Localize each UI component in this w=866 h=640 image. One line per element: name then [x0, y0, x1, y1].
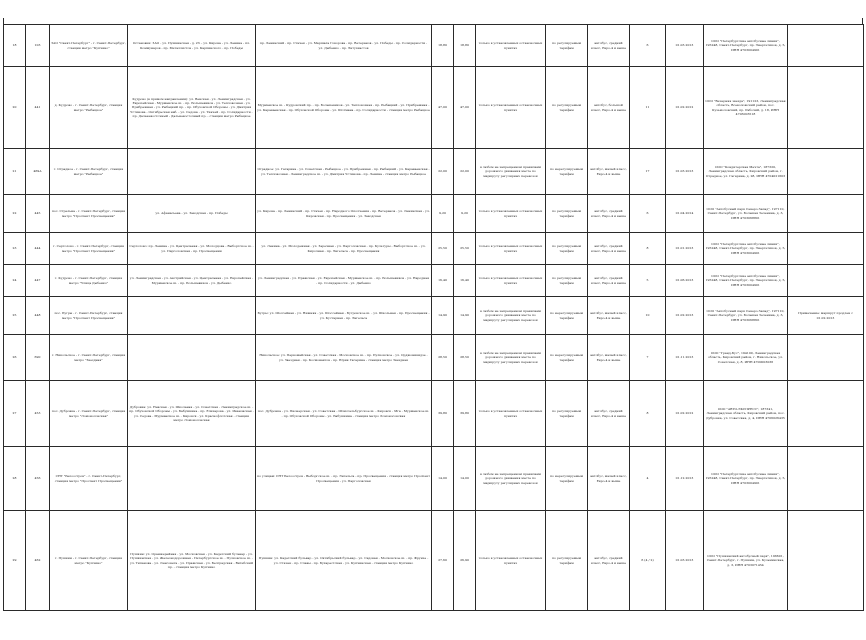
- stops-forward-cell: Кудрово (в прямом направлении): ул. Венская - ул. Ленинградская - ул. Европейская - Мурманское ш. - пр. Большевиков - ул. Тепловозная - ул. Прибрежная - ул. Рыбацкий пр. - пр. Обуховской Обороны - ул. Дмитрия Устинова - Октябрьская наб. - ул. Седова - ул. Ткачей - пр. Солидарности - пр. Дальневосточный - Дальневосточный пр. - станция метро Рыбацкое: [128, 67, 256, 149]
- carrier-info-cell: ООО "Гранд-Бус", 194100, Ленинградская область, Кировский район, г. Никольское, ул. Советская, д. 8, ИНН 4700003036: [704, 335, 788, 381]
- route-name-cell: г. Никольское - г. Санкт-Петербург, станция метро "Звездная": [50, 335, 128, 381]
- tariff-type-cell: по регулируемым тарифам: [546, 265, 588, 297]
- boarding-procedure-cell: только в установленных остановочных пунктах: [476, 265, 546, 297]
- length-forward-cell: 25,50: [432, 233, 454, 265]
- table-row: [4, 67, 864, 149]
- notes-cell: [788, 447, 864, 511]
- vehicle-count-cell: 11: [630, 67, 666, 149]
- boarding-procedure-cell: только в установленных остановочных пунктах: [476, 511, 546, 611]
- route-name-cell: пос. Стрельна - г. Санкт-Петербург, станция метро "Проспект Просвещения": [50, 195, 128, 233]
- vehicle-count-cell: 8: [630, 381, 666, 447]
- vehicle-count-cell: 6 (4 / 2): [630, 511, 666, 611]
- row-number-cell: 23: [4, 233, 26, 265]
- route-number-cell: 445: [26, 195, 50, 233]
- length-forward-cell: 9,20: [432, 195, 454, 233]
- notes-cell: [788, 233, 864, 265]
- length-forward-cell: 14,90: [432, 297, 454, 335]
- stops-forward-cell: Пушкин: ул. Оранжерейная - ул. Московская - ул. Кадетский бульвар - ул. Пушкинская - ул. Железнодорожная - Петербургское ш. - Пулковское ш. - ул. Типанова - ул. Ленсовета - ул. Пражская - ул. Белградская - Витебский пр. - станция метро Купчино: [128, 511, 256, 611]
- notes-cell: [788, 511, 864, 611]
- tariff-type-cell: по нерегулируемым тарифам: [546, 297, 588, 335]
- vehicle-class-cell: автобус, большой класс, Евро-4 и выше: [588, 67, 630, 149]
- vehicle-class-cell: автобус, малый класс, Евро-4 и выше: [588, 335, 630, 381]
- route-number-cell: 690: [26, 335, 50, 381]
- length-forward-cell: 18,80: [432, 25, 454, 67]
- tariff-type-cell: по нерегулируемым тарифам: [546, 447, 588, 511]
- vehicle-class-cell: автобус, средний класс, Евро-4 и выше: [588, 381, 630, 447]
- route-streets-cell: по улицам: СНТ Белоостров - Выборгское ш. - пр. Энгельса - пр. Просвещения - станция метро Проспект Просвещения - ул. Парголовская: [256, 447, 432, 511]
- table-row: [4, 447, 864, 511]
- vehicle-class-cell: автобус, малый класс, Евро-4 и выше: [588, 297, 630, 335]
- table-row: [4, 511, 864, 611]
- carrier-info-cell: ООО "Автобусный парк Северо-Запад", 197110, Санкт-Петербург, ул. Большая Зеленина, д. 3, ИНН 4703068801: [704, 297, 788, 335]
- vehicle-class-cell: автобус, средний класс, Евро-4 и выше: [588, 233, 630, 265]
- start-date-cell: 01.04.2014: [666, 195, 704, 233]
- table-row: [4, 25, 864, 67]
- start-date-cell: 01.03.2013: [666, 149, 704, 195]
- vehicle-count-cell: 5: [630, 265, 666, 297]
- route-name-cell: СНТ "Белоостров" - г. Санкт-Петербург, станция метро "Проспект Просвещения": [50, 447, 128, 511]
- length-backward-cell: 26,90: [454, 511, 476, 611]
- carrier-info-cell: ООО "Петербургские автобусные линии", 195248, Санкт-Петербург, пр. Энергетиков, д. 5, ИНН 4703004901: [704, 25, 788, 67]
- row-number-cell: 26: [4, 335, 26, 381]
- route-number-cell: 456: [26, 447, 50, 511]
- vehicle-count-cell: 8: [630, 233, 666, 265]
- start-date-cell: 01.03.2013: [666, 511, 704, 611]
- route-streets-cell: Пушкин: ул. Кадетский бульвар - ул. Октябрьский бульвар - ул. Садовая - Московское ш. - пр. Фрунзе - ул. Стачек - пр. Славы - пр. Бухарестская - ул. Купчинская - станция метро Купчино: [256, 511, 432, 611]
- tariff-type-cell: по регулируемым тарифам: [546, 195, 588, 233]
- vehicle-class-cell: автобус, средний класс, Евро-4 и выше: [588, 195, 630, 233]
- stops-forward-cell: [128, 149, 256, 195]
- vehicle-count-cell: 7: [630, 335, 666, 381]
- notes-cell: [788, 25, 864, 67]
- tariff-type-cell: по регулируемым тарифам: [546, 381, 588, 447]
- vehicle-class-cell: автобус, средний класс, Евро-4 и выше: [588, 511, 630, 611]
- notes-cell: [788, 67, 864, 149]
- length-backward-cell: 39,80: [454, 381, 476, 447]
- tariff-type-cell: по нерегулируемым тарифам: [546, 149, 588, 195]
- notes-cell: [788, 335, 864, 381]
- tariff-type-cell: по нерегулируемым тарифам: [546, 335, 588, 381]
- row-number-cell: 27: [4, 381, 26, 447]
- notes-cell: [788, 381, 864, 447]
- length-backward-cell: 22,00: [454, 149, 476, 195]
- route-streets-cell: Никольское: ул. Первомайская - ул. Советская - Московское ш. - пр. Пулковское - ул. Орджоникидзе - ул. Звездная - пр. Космонавтов - пр. Юрия Гагарина - станция метро Звездная: [256, 335, 432, 381]
- boarding-procedure-cell: в любом не запрещенном правилами дорожного движения месте по маршруту регулярных перевозок: [476, 297, 546, 335]
- vehicle-count-cell: 10: [630, 297, 666, 335]
- table-row: [4, 381, 864, 447]
- start-date-cell: 01.02.2012: [666, 67, 704, 149]
- length-backward-cell: 25,50: [454, 233, 476, 265]
- vehicle-count-cell: 4: [630, 447, 666, 511]
- table-row: [4, 233, 864, 265]
- boarding-procedure-cell: только в установленных остановочных пунктах: [476, 25, 546, 67]
- length-backward-cell: 28,50: [454, 335, 476, 381]
- row-number-cell: 21: [4, 149, 26, 195]
- stops-forward-cell: Остановки: ЗАО - ул. Пушкинская - д. 23 – ул. Кирова - ул. Ленина - пл. Коммунаров - пр. Металлистов - ул. Карпинского - пр. Победы: [128, 25, 256, 67]
- stops-forward-cell: [128, 297, 256, 335]
- length-forward-cell: 14,00: [432, 447, 454, 511]
- route-number-cell: 453: [26, 381, 50, 447]
- vehicle-count-cell: 17: [630, 149, 666, 195]
- row-number-cell: 20: [4, 67, 26, 149]
- notes-cell: [788, 265, 864, 297]
- table-row: [4, 149, 864, 195]
- table-row: [4, 297, 864, 335]
- row-number-cell: 25: [4, 297, 26, 335]
- boarding-procedure-cell: в любом не запрещенном правилами дорожного движения месте по маршруту регулярных перевозок: [476, 335, 546, 381]
- route-number-cell: 448: [26, 297, 50, 335]
- route-number-cell: 441: [26, 67, 50, 149]
- length-backward-cell: 16,40: [454, 265, 476, 297]
- row-number-cell: 18: [4, 25, 26, 67]
- carrier-info-cell: ООО "Петербургские автобусные линии", 195248, Санкт-Петербург, пр. Энергетиков, д. 5, ИНН 4703004901: [704, 233, 788, 265]
- boarding-procedure-cell: в любом не запрещенном правилами дорожного движения месте по маршруту регулярных перевозок: [476, 447, 546, 511]
- length-forward-cell: 39,80: [432, 381, 454, 447]
- notes-cell: [788, 195, 864, 233]
- route-name-cell: г. Пушкин - г. Санкт-Петербург, станция метро "Купчино": [50, 511, 128, 611]
- start-date-cell: 01.11.2013: [666, 335, 704, 381]
- length-forward-cell: 22,00: [432, 149, 454, 195]
- boarding-procedure-cell: в любом не запрещенном правилами дорожного движения месте по маршруту регулярных перевозок: [476, 149, 546, 195]
- route-streets-cell: Мурманское ш. - Кудровский пр. - пр. Большевиков - ул. Тепловозная - пр. Рыбацкий - ул. Прибрежная - ул. Караваевская - пр. Обуховской Обороны - ул. Шотмана - пр. Солидарности - станция метро Рыбацкое: [256, 67, 432, 149]
- stops-forward-cell: ул. Афанасьева - ул. Заводская - пр. Победы: [128, 195, 256, 233]
- boarding-procedure-cell: только в установленных остановочных пунктах: [476, 195, 546, 233]
- table-row: [4, 335, 864, 381]
- carrier-info-cell: ООО "Петербургские автобусные линии", 195248, Санкт-Петербург, пр. Энергетиков, д. 5, ИНН 4703004901: [704, 447, 788, 511]
- vehicle-class-cell: автобус, средний класс, Евро-4 и выше: [588, 25, 630, 67]
- route-number-cell: 469А: [26, 149, 50, 195]
- length-backward-cell: 14,90: [454, 297, 476, 335]
- boarding-procedure-cell: только в установленных остановочных пунктах: [476, 67, 546, 149]
- route-streets-cell: пр. Ленинский - пр. Стачек - ул. Маршала Говорова - пр. Ветеранов - ул. Победы - пр. Солидарности - ул. Дыбенко - пр. Энтузиастов: [256, 25, 432, 67]
- length-forward-cell: 47,00: [432, 67, 454, 149]
- route-streets-cell: ул. Ленина - ул. Молодежная - ул. Заречная - ул. Парголовская - пр. Культуры - Выборгское ш. - ул. Кирочная - пр. Энгельса - пр. Просвещения: [256, 233, 432, 265]
- start-date-cell: 01.06.2013: [666, 265, 704, 297]
- route-name-cell: г. Отрадное - г. Санкт-Петербург, станция метро "Рыбацкое": [50, 149, 128, 195]
- start-date-cell: 01.03.2013: [666, 25, 704, 67]
- route-name-cell: г. Сертолово - г. Санкт-Петербург, станция метро "Проспект Просвещения": [50, 233, 128, 265]
- length-backward-cell: 14,00: [454, 447, 476, 511]
- boarding-procedure-cell: только в установленных остановочных пунктах: [476, 381, 546, 447]
- stops-forward-cell: Сертолово: пр. Ленина - ул. Центральная - ул. Молодцова - Выборгское ш. - ул. Парголовская - пр. Просвещения: [128, 233, 256, 265]
- tariff-type-cell: по регулируемым тарифам: [546, 233, 588, 265]
- tariff-type-cell: по регулируемым тарифам: [546, 25, 588, 67]
- table-row: [4, 265, 864, 297]
- start-date-cell: 01.12.2013: [666, 447, 704, 511]
- length-backward-cell: 47,00: [454, 67, 476, 149]
- carrier-info-cell: ООО "Вечерняя звезда", 191123, Ленинградская область, Всеволожский район, пос. Кузьмоловский, пр. Рабочий, д. 18, ИНН 4703003518: [704, 67, 788, 149]
- start-date-cell: 01.01.2013: [666, 233, 704, 265]
- start-date-cell: 01.02.2012: [666, 381, 704, 447]
- route-name-cell: пос. Дубровка - г. Санкт-Петербург, станция метро "Ломоносовская": [50, 381, 128, 447]
- row-number-cell: 29: [4, 511, 26, 611]
- length-backward-cell: 18,80: [454, 25, 476, 67]
- route-name-cell: пос. Бугры - г. Санкт-Петербург, станция метро "Проспект Просвещения": [50, 297, 128, 335]
- vehicle-count-cell: 6: [630, 25, 666, 67]
- route-streets-cell: ул. Ленинградская - ул. Пражская - ул. Европейская - Мурманское ш. - пр. Большевиков - ул. Народная - пр. Солидарности - ул. Дыбенко: [256, 265, 432, 297]
- stops-forward-cell: [128, 447, 256, 511]
- carrier-info-cell: ООО "Пушкинский автобусный парк", 196601, Санкт-Петербург, г. Пушкин, ул. Кузьминская, д. 3, ИНН 4703071454: [704, 511, 788, 611]
- route-streets-cell: ул. Кирова - пр. Ленинский - пр. Стачек - пр. Народного Ополчения - пр. Ветеранов - ул. Ленинская - ул. Кировская - пр. Просвещения - ул. Заводская: [256, 195, 432, 233]
- route-number-cell: 103: [26, 25, 50, 67]
- tariff-type-cell: по регулируемым тарифам: [546, 511, 588, 611]
- row-number-cell: 24: [4, 265, 26, 297]
- start-date-cell: 01.02.2013: [666, 297, 704, 335]
- length-forward-cell: 27,60: [432, 511, 454, 611]
- route-registry-table: [3, 24, 864, 611]
- route-name-cell: ЗАО "Санкт-Петербург" - г. Санкт-Петербург, станция метро "Купчино": [50, 25, 128, 67]
- carrier-info-cell: ООО "АВТО-ЭКСПРЕСС", 187341, Ленинградская область, Кировский район, пос. Дубровка, ул. Советская, д. 4, ИНН 4706026435: [704, 381, 788, 447]
- vehicle-count-cell: 6: [630, 195, 666, 233]
- route-streets-cell: Бугры: ул. Шоссейная - ул. Нижняя - ул. Шоссейная - Бугровское ш. - ул. Школьная - пр. Просвещения - ул. Кустарная - пр. Энгельса: [256, 297, 432, 335]
- tariff-type-cell: по регулируемым тарифам: [546, 67, 588, 149]
- route-streets-cell: Отрадное: ул. Гагарина - ул. Советская - Рыбацкое - ул. Прибрежная - пр. Рыбацкий - ул. Караваевская - ул. Тепловозная - Ленинградское ш. - ул. Дмитрия Устинова - пр. Ленина - станция метро Рыбацкое: [256, 149, 432, 195]
- stops-forward-cell: [128, 335, 256, 381]
- route-streets-cell: пос. Дубровка - ул. Пионерская - ул. Советская - Шлиссельбургское ш. - Кировск - Мга - Мурманское ш. - пр. Обуховской Обороны - ул. Бабушкина - станция метро Ломоносовская: [256, 381, 432, 447]
- carrier-info-cell: ООО "Автобусный парк Северо-Запад", 197110, Санкт-Петербург, ул. Большая Зеленина, д. 3, ИНН 4703068801: [704, 195, 788, 233]
- notes-cell: Примечание: маршрут продлен с 01.02.2013: [788, 297, 864, 335]
- route-number-cell: 447: [26, 265, 50, 297]
- length-backward-cell: 9,20: [454, 195, 476, 233]
- row-number-cell: 22: [4, 195, 26, 233]
- length-forward-cell: 28,50: [432, 335, 454, 381]
- vehicle-class-cell: автобус, малый класс, Евро-4 и выше: [588, 447, 630, 511]
- stops-forward-cell: Дубровка: ул. Невская - ул. Школьная - ул. Советская - Ленинградское ш. - пр. Обуховской Обороны - ул. Бабушкина - пр. Елизарова - ул. Ивановская - ул. Седова - Мурманское ш. - Кировск - ул. Краснофлотская - станция метро Ломоносовская: [128, 381, 256, 447]
- table-row: [4, 195, 864, 233]
- length-forward-cell: 16,40: [432, 265, 454, 297]
- row-number-cell: 28: [4, 447, 26, 511]
- stops-forward-cell: ул. Ленинградская - ул. Австрийская - ул. Центральная - ул. Европейская - Мурманское ш. - пр. Большевиков - ул. Дыбенко: [128, 265, 256, 297]
- vehicle-class-cell: автобус, малый класс, Евро-4 и выше: [588, 149, 630, 195]
- carrier-info-cell: ООО "Кондитерская Мечта", 187320, Ленинградская область, Кировский район, г. Отрадное, ул. Гагарина, д. 28, ИНН 4704021603: [704, 149, 788, 195]
- boarding-procedure-cell: только в установленных остановочных пунктах: [476, 233, 546, 265]
- carrier-info-cell: ООО "Петербургские автобусные линии", 195248, Санкт-Петербург, пр. Энергетиков, д. 5, ИНН 4703004901: [704, 265, 788, 297]
- route-name-cell: д. Кудрово - г. Санкт-Петербург, станция метро "Рыбацкое": [50, 67, 128, 149]
- notes-cell: [788, 149, 864, 195]
- route-name-cell: г. Кудрово - г. Санкт-Петербург, станция метро "Улица Дыбенко": [50, 265, 128, 297]
- vehicle-class-cell: автобус, средний класс, Евро-4 и выше: [588, 265, 630, 297]
- route-number-cell: 444: [26, 233, 50, 265]
- route-number-cell: 462: [26, 511, 50, 611]
